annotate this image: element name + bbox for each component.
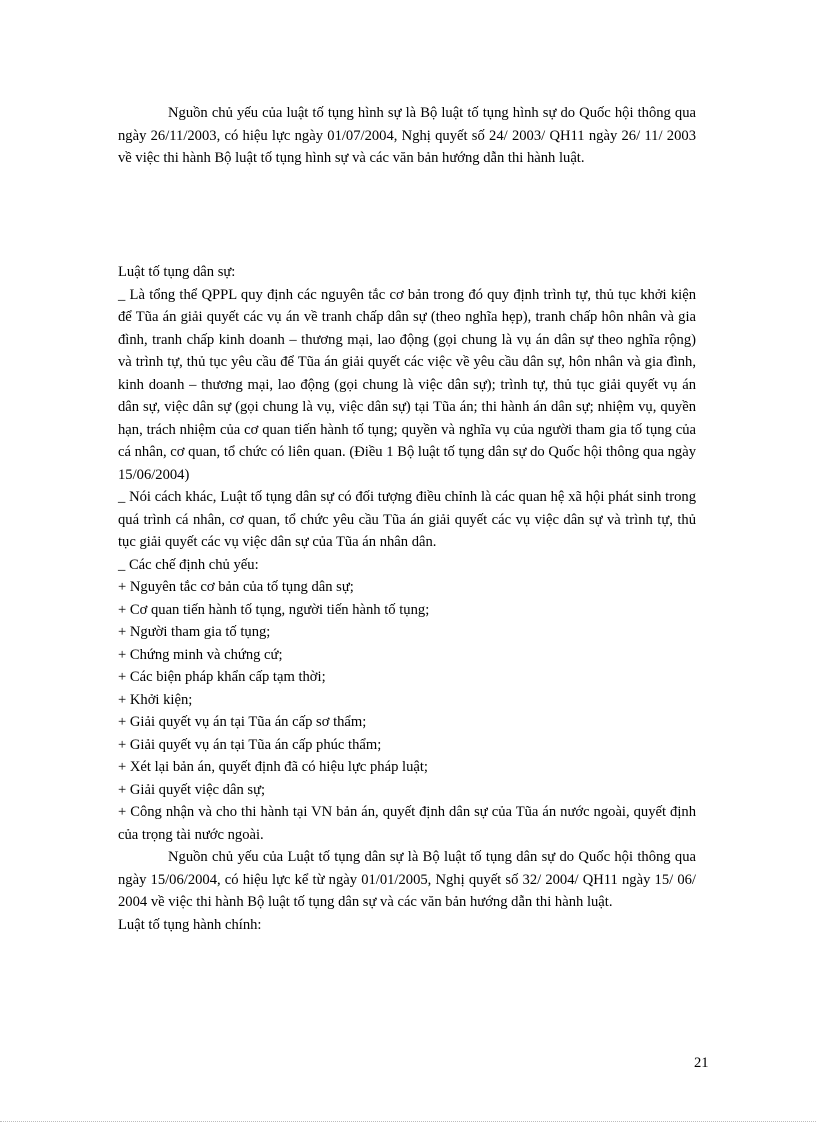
civil-procedure-section	[118, 261, 696, 936]
civil-procedure-source-paragraph: Nguồn chủ yếu của Luật tố tụng dân sự là Bộ luật tố tụng dân sự do Quốc hội thông qua ngày 15/06/2004, có hiệu lực kể từ ngày 01/01/2005, Nghị quyết số 32/ 2004/ QH11 ngày 15/ 06/ 2004 về việc thi hành Bộ luật tố tụng dân sự và các văn bản hướng dẫn thi hành luật.	[118, 849, 696, 910]
institution-item: + Giải quyết vụ án tại Tũa án cấp sơ thẩm;	[118, 714, 367, 730]
institutions-heading: _ Các chế định chủ yếu:	[118, 556, 259, 573]
intro-section	[118, 102, 696, 170]
institution-item: + Người tham gia tố tụng;	[118, 624, 271, 640]
civil-procedure-definition: _ Là tổng thể QPPL quy định các nguyên tắc cơ bản trong đó quy định trình tự, thủ tục khởi kiện để Tũa án giải quyết các vụ án về tranh chấp dân sự (theo nghĩa hẹp), tranh chấp hôn nhân và gia đình, tranh chấp kinh doanh – thương mại, lao động (gọi chung là vụ án dân sự theo nghĩa rộng) và trình tự, thủ tục yêu cầu để Tũa án giải quyết các việc về yêu cầu dân sự, hôn nhân và gia đình, kinh doanh – thương mại, lao động (gọi chung là việc dân sự); trình tự, thủ tục giải quyết vụ án dân sự, việc dân sự (gọi chung là vụ, việc dân sự) tại Tũa án; thi hành án dân sự; nhiệm vụ, quyền hạn, trách nhiệm của cơ quan tiến hành tố tụng; quyền và nghĩa vụ của người tham gia tố tụng của cá nhân, cơ quan, tổ chức có liên quan. (Điều 1 Bộ luật tố tụng dân sự do Quốc hội thông qua ngày 15/06/2004)	[118, 286, 696, 483]
institution-item: + Khởi kiện;	[118, 691, 193, 708]
institution-item: + Xét lại bản án, quyết định đã có hiệu lực pháp luật;	[118, 759, 428, 775]
institution-item: + Các biện pháp khẩn cấp tạm thời;	[118, 669, 326, 685]
page-number: 21	[694, 1055, 709, 1071]
institution-item: + Giải quyết việc dân sự;	[118, 781, 266, 798]
civil-procedure-heading: Luật tố tụng dân sự:	[118, 264, 236, 280]
administrative-procedure-heading: Luật tố tụng hành chính:	[118, 916, 262, 933]
institution-item: + Giải quyết vụ án tại Tũa án cấp phúc thẩm;	[118, 736, 382, 753]
institution-item: + Nguyên tắc cơ bản của tố tụng dân sự;	[118, 579, 354, 595]
institution-item: + Cơ quan tiến hành tố tụng, người tiến hành tố tụng;	[118, 601, 430, 618]
criminal-procedure-source-paragraph: Nguồn chủ yếu của luật tố tụng hình sự là Bộ luật tố tụng hình sự do Quốc hội thông qua ngày 26/11/2003, có hiệu lực ngày 01/07/2004, Nghị quyết số 24/ 2003/ QH11 ngày 26/ 11/ 2003 về việc thi hành Bộ luật tố tụng hình sự và các văn bản hướng dẫn thi hành luật.	[118, 105, 696, 166]
institution-item: + Công nhận và cho thi hành tại VN bản án, quyết định dân sự của Tũa án nước ngoài, quyết định của trọng tài nước ngoài.	[118, 804, 696, 843]
institution-item: + Chứng minh và chứng cứ;	[118, 646, 283, 663]
civil-procedure-object: _ Nói cách khác, Luật tố tụng dân sự có đối tượng điều chỉnh là các quan hệ xã hội phát sinh trong quá trình cá nhân, cơ quan, tổ chức yêu cầu Tũa án giải quyết các vụ việc dân sự và trình tự, thủ tục giải quyết các vụ việc dân sự của Tũa án nhân dân.	[118, 489, 696, 550]
page-bottom-divider	[0, 1121, 816, 1122]
